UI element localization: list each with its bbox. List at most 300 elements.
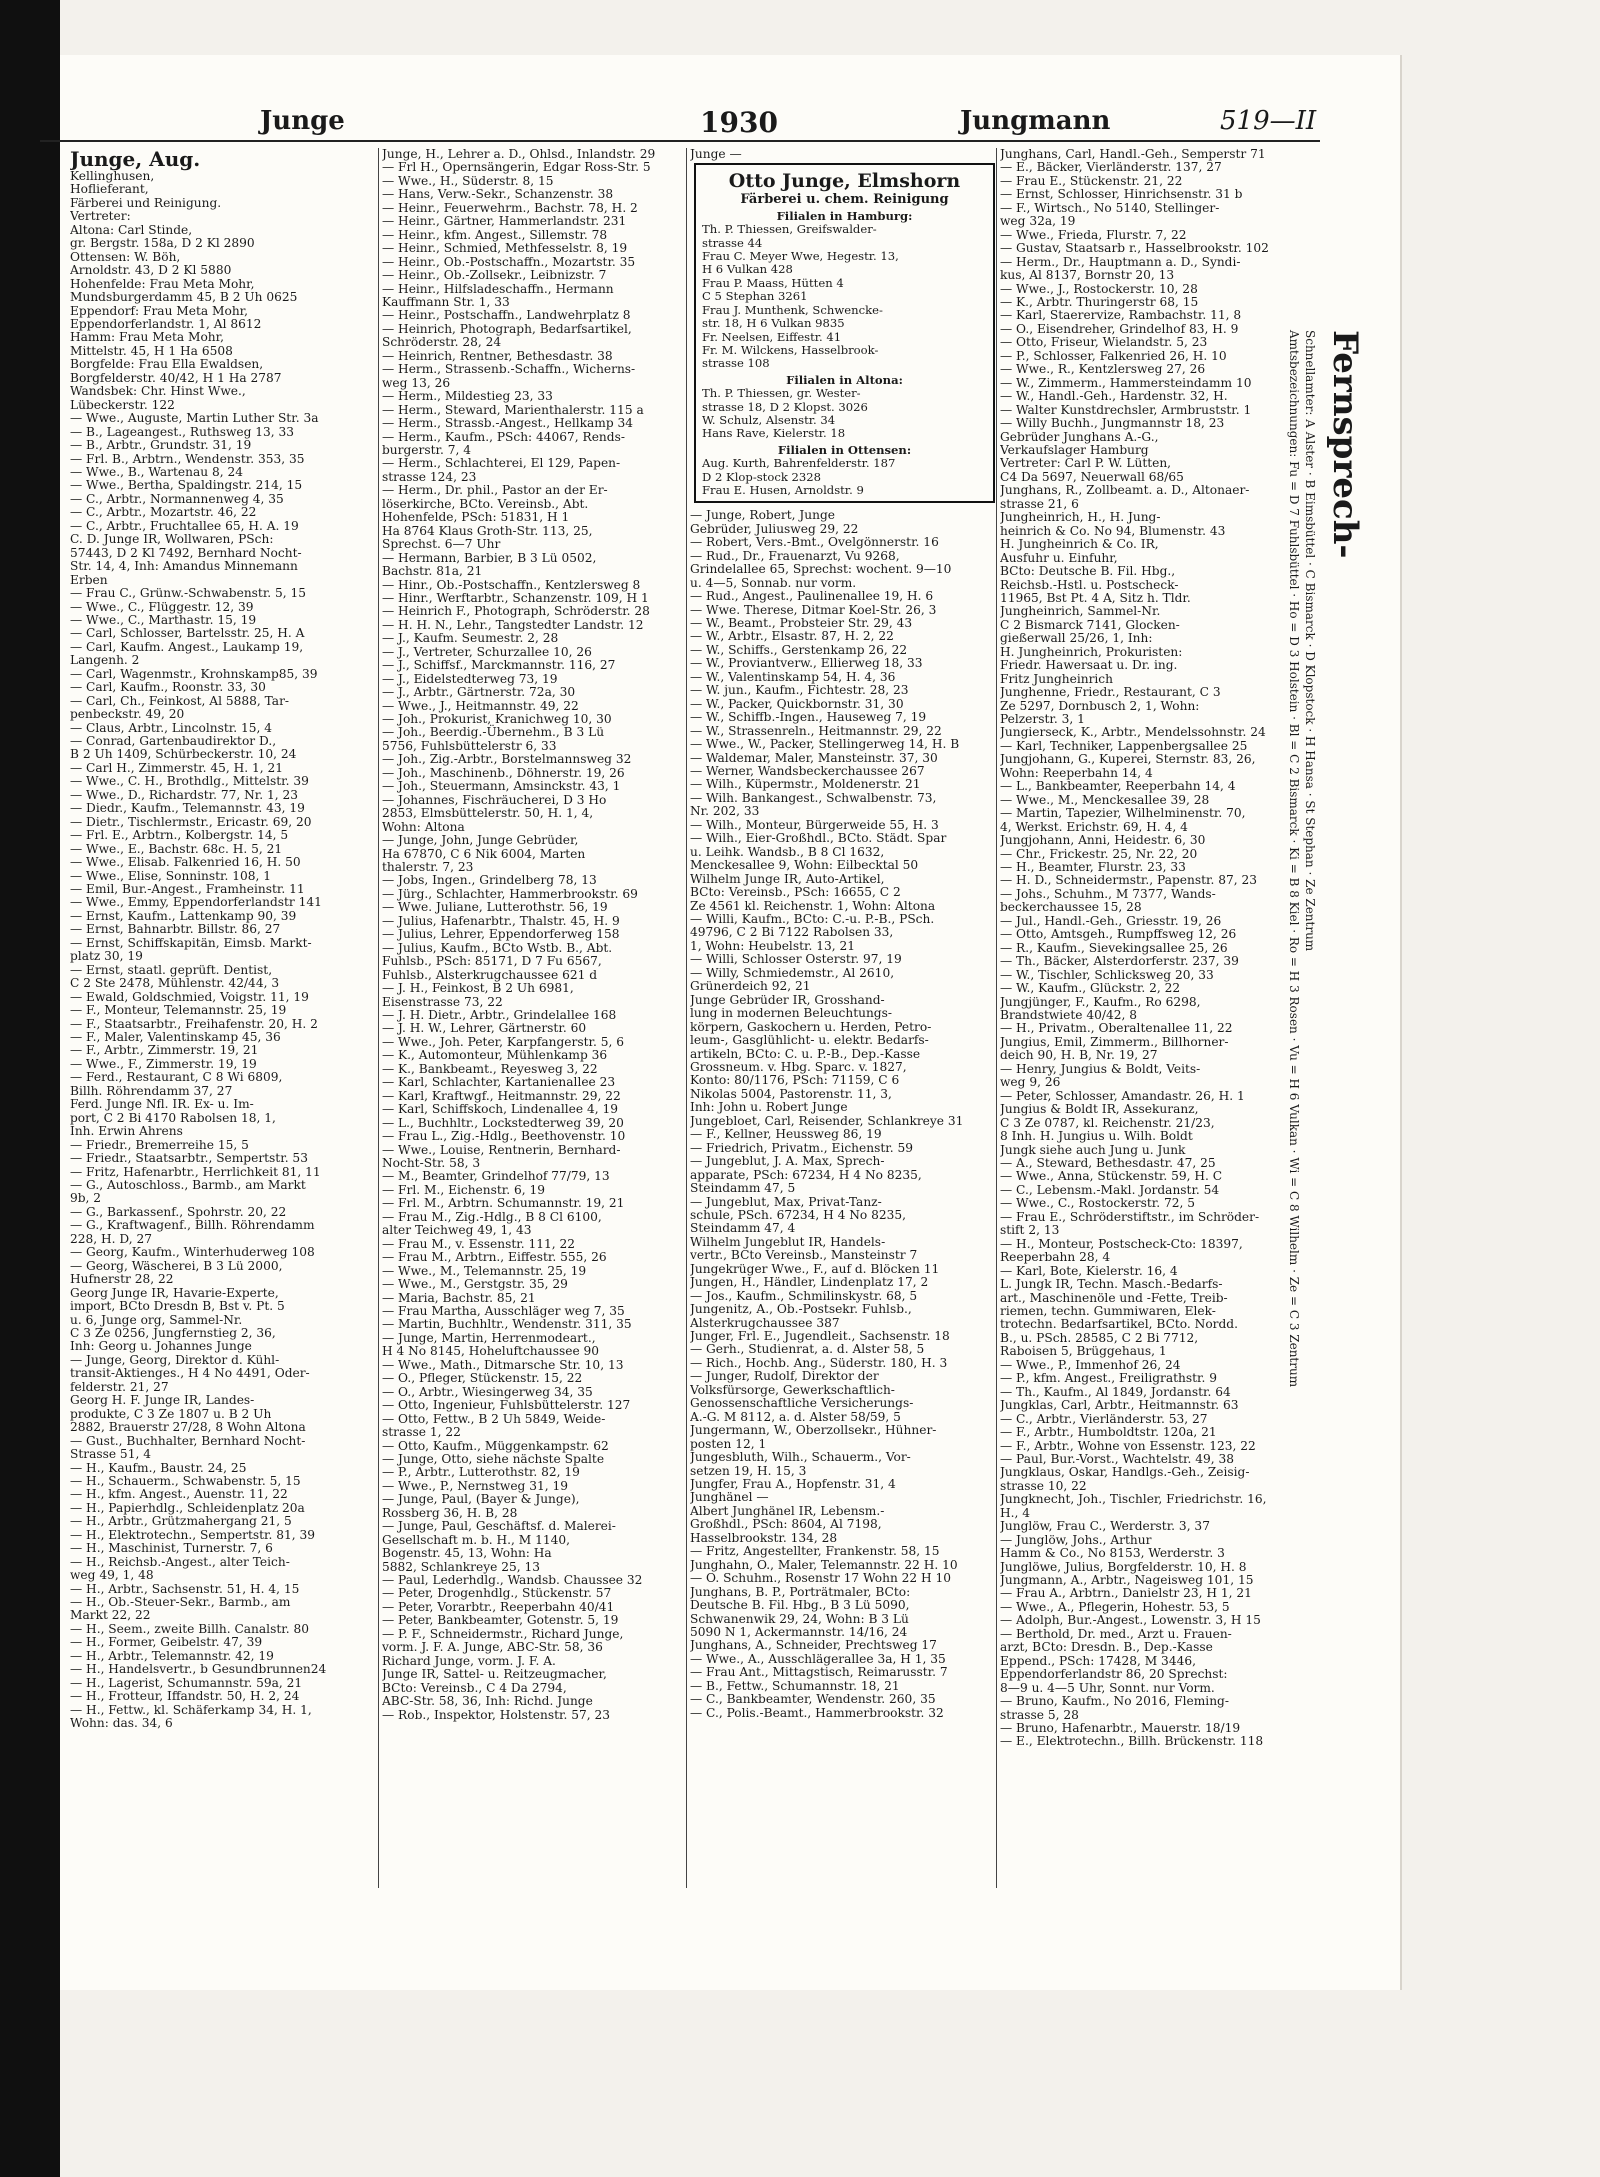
directory-entry-line: — Henry, Jungius & Boldt, Veits- — [1000, 1061, 1201, 1076]
directory-entry-line: transit-Aktienges., H 4 No 4491, Oder- — [70, 1366, 310, 1381]
directory-entry-line: — H., Frotteur, Iffandstr. 50, H. 2, 24 — [70, 1689, 300, 1704]
directory-entry-line: — Wwe., P., Nernstweg 31, 19 — [382, 1478, 568, 1493]
directory-entry-line: — Wwe., Frieda, Flurstr. 7, 22 — [1000, 227, 1187, 242]
directory-entry-line: Th. P. Thiessen, Greifswalder- — [702, 222, 877, 237]
directory-entry-line: — Junge, Martin, Herrenmodeart., — [382, 1330, 596, 1345]
directory-entry-line: — Wwe., M., Gerstgstr. 35, 29 — [382, 1277, 568, 1292]
directory-entry-line: penbeckstr. 49, 20 — [70, 707, 185, 722]
directory-entry-line: — W., Valentinskamp 54, H. 4, 36 — [690, 669, 896, 684]
directory-entry-line: Str. 14, 4, Inh: Amandus Minnemann — [70, 559, 298, 574]
directory-entry-line: — Hinr., Ob.-Postschaffn., Kentzlersweg 8 — [382, 577, 641, 592]
directory-entry-line: — H., Kaufm., Baustr. 24, 25 — [70, 1460, 247, 1475]
directory-entry-line: 4, Werkst. Erichstr. 69, H. 4, 4 — [1000, 819, 1188, 834]
directory-entry-line: — O., Eisendreher, Grindelhof 83, H. 9 — [1000, 321, 1239, 336]
directory-entry-line: strasse 1, 22 — [382, 1425, 461, 1440]
directory-entry-line: — Bruno, Hafenarbtr., Mauerstr. 18/19 — [1000, 1721, 1241, 1736]
directory-entry-line: Jungklas, Carl, Arbtr., Heitmannstr. 63 — [1000, 1398, 1239, 1413]
directory-entry-line: u. 4—5, Sonnab. nur vorm. — [690, 575, 857, 590]
directory-entry-line: — C., Arbtr., Mozartstr. 46, 22 — [70, 505, 257, 520]
directory-entry-line: alter Teichweg 49, 1, 43 — [382, 1223, 532, 1238]
directory-entry-line: Junghans, Carl, Handl.-Geh., Semperstr 71 — [1000, 148, 1266, 161]
directory-entry-line: — Wwe., H., Süderstr. 8, 15 — [382, 173, 554, 188]
directory-entry-line: Kauffmann Str. 1, 33 — [382, 294, 510, 309]
directory-entry-line: — Heinr., Schmied, Methfesselstr. 8, 19 — [382, 241, 628, 256]
directory-entry-line: — Jungeblut, Max, Privat-Tanz- — [690, 1194, 882, 1209]
ad-title: Otto Junge, Elmshorn — [728, 170, 961, 193]
directory-entry-line: — H., Elektrotechn., Sempertstr. 81, 39 — [70, 1527, 316, 1542]
directory-entry-line: — Walter Kunstdrechsler, Armbruststr. 1 — [1000, 402, 1252, 417]
directory-entry-line: — Wwe., M., Telemannstr. 25, 19 — [382, 1263, 587, 1278]
directory-entry-line: C4 Da 5697, Neuerwall 68/65 — [1000, 469, 1184, 484]
directory-entry-line: — W., Packer, Quickbornstr. 31, 30 — [690, 696, 904, 711]
directory-entry-line: Jungebloet, Carl, Reisender, Schlankreye 31 — [690, 1113, 964, 1128]
directory-entry-line: Deutsche B. Fil. Hbg., B 3 Lü 5090, — [690, 1598, 910, 1613]
directory-entry-line: — Frau M., Arbtrn., Eiffestr. 555, 26 — [382, 1250, 607, 1265]
directory-entry-line: — E., Bäcker, Vierländerstr. 137, 27 — [1000, 160, 1222, 175]
directory-entry-line: Jungermann, W., Oberzollsekr., Hühner- — [690, 1423, 937, 1438]
directory-entry-line: Nikolas 5004, Pastorenstr. 11, 3, — [690, 1086, 892, 1101]
directory-entry-line: — Johannes, Fischräucherei, D 3 Ho — [382, 792, 607, 807]
directory-entry-line: Hufnerstr 28, 22 — [70, 1272, 174, 1287]
directory-entry-line: — Jobs, Ingen., Grindelberg 78, 13 — [382, 873, 597, 888]
directory-entry-line: Junglöw, Frau C., Werderstr. 3, 37 — [1000, 1519, 1210, 1534]
directory-entry-line: — Peter, Drogenhdlg., Stückenstr. 57 — [382, 1586, 612, 1601]
directory-entry-line: H 6 Vulkan 428 — [702, 262, 793, 277]
directory-entry-line: — Frau Ant., Mittagstisch, Reimarusstr. 7 — [690, 1665, 948, 1680]
directory-entry-line: — Bruno, Kaufm., No 2016, Fleming- — [1000, 1694, 1229, 1709]
directory-entry-line: — B., Fettw., Schumannstr. 18, 21 — [690, 1678, 900, 1693]
directory-entry-line: — Heinr., Gärtner, Hammerlandstr. 231 — [382, 214, 627, 229]
directory-entry-line: — Heinr., Feuerwehrm., Bachstr. 78, H. 2 — [382, 200, 638, 215]
directory-entry-line: — Ernst, Schiffskapitän, Eimsb. Markt- — [70, 935, 312, 950]
column-2 — [382, 148, 684, 1888]
directory-entry-line: Jungklaus, Oskar, Handlgs.-Geh., Zeisig- — [1000, 1465, 1250, 1480]
directory-entry-line: Hasselbrookstr. 134, 28 — [690, 1530, 838, 1545]
directory-entry-line: 11965, Bst Pt. 4 A, Sitz h. Tldr. — [1000, 590, 1191, 605]
directory-entry-line: 8—9 u. 4—5 Uhr, Sonnt. nur Vorm. — [1000, 1680, 1215, 1695]
directory-entry-line: — H., Former, Geibelstr. 47, 39 — [70, 1635, 263, 1650]
directory-entry-line: Hoflieferant, — [70, 182, 149, 197]
directory-entry-line: — C., Bankbeamter, Wendenstr. 260, 35 — [690, 1692, 936, 1707]
directory-entry-line: — Heinr., Postschaffn., Landwehrplatz 8 — [382, 308, 631, 323]
directory-entry-line: — Carl, Kaufm. Angest., Laukamp 19, — [70, 639, 304, 654]
directory-entry-line: — W., Arbtr., Elsastr. 87, H. 2, 22 — [690, 629, 894, 644]
directory-entry-line: Friedr. Hawersaat u. Dr. ing. — [1000, 658, 1178, 673]
directory-entry-line: Reichsb.-Hstl. u. Postscheck- — [1000, 577, 1179, 592]
directory-entry-line: — Jürg., Schlachter, Hammerbrookstr. 69 — [382, 886, 638, 901]
directory-entry-line: Hamm & Co., No 8153, Werderstr. 3 — [1000, 1546, 1225, 1561]
directory-entry-line: Junghans, B. P., Porträtmaler, BCto: — [690, 1584, 911, 1599]
directory-entry-line: — M., Beamter, Grindelhof 77/79, 13 — [382, 1169, 610, 1184]
directory-entry-line: u. 6, Junge org, Sammel-Nr. — [70, 1312, 243, 1327]
directory-entry-line: vorm. J. F. A. Junge, ABC-Str. 58, 36 — [382, 1640, 603, 1655]
directory-entry-line: strasse 18, D 2 Klopst. 3026 — [702, 399, 868, 414]
directory-entry-line: — A., Steward, Bethesdastr. 47, 25 — [1000, 1155, 1216, 1170]
directory-entry-line: — C., Arbtr., Normannenweg 4, 35 — [70, 491, 284, 506]
directory-entry-line: — Otto, Fettw., B 2 Uh 5849, Weide- — [382, 1411, 606, 1426]
directory-entry-line: — Wwe., R., Kentzlersweg 27, 26 — [1000, 362, 1206, 377]
directory-entry-line: Langenh. 2 — [70, 653, 140, 668]
directory-entry-line: Junghahn, O., Maler, Telemannstr. 22 H. 10 — [690, 1557, 958, 1572]
directory-entry-line: — Wwe., A., Ausschlägerallee 3a, H 1, 35 — [690, 1651, 946, 1666]
directory-entry-line: — H., Seem., zweite Billh. Canalstr. 80 — [70, 1621, 309, 1636]
directory-entry-line: — Friedrich, Privatm., Eichenstr. 59 — [690, 1140, 913, 1155]
directory-entry-line: — P. F., Schneidermstr., Richard Junge, — [382, 1626, 624, 1641]
directory-entry-line: port, C 2 Bi 4170 Rabolsen 18, 1, — [70, 1110, 276, 1125]
directory-entry-line: Th. P. Thiessen, gr. Wester- — [702, 386, 861, 401]
column-divider — [996, 148, 997, 1888]
directory-entry-line: H. Jungheinrich, Prokuristen: — [1000, 644, 1183, 659]
column-3 — [690, 148, 995, 1888]
directory-entry-line: — Heinr., Ob.-Zollsekr., Leibnizstr. 7 — [382, 268, 607, 283]
directory-entry-line: Junghans, R., Zollbeamt. a. D., Altonaer- — [1000, 483, 1250, 498]
directory-entry-line: — Wwe., Elisab. Falkenried 16, H. 50 — [70, 855, 301, 870]
column-divider — [686, 148, 687, 1888]
directory-entry-line: — F., Staatsarbtr., Freihafenstr. 20, H. 2 — [70, 1016, 318, 1031]
directory-entry-line: — Karl, Schiffskoch, Lindenallee 4, 19 — [382, 1102, 618, 1117]
header-first-entry: Junge — [260, 106, 345, 136]
directory-entry-line: kus, Al 8137, Bornstr 20, 13 — [1000, 268, 1175, 283]
column-1 — [70, 148, 375, 1888]
directory-entry-line: Verkaufslager Hamburg — [1000, 442, 1149, 457]
directory-entry-line: — Wwe., J., Heitmannstr. 49, 22 — [382, 698, 579, 713]
directory-entry-line: — B., Lageangest., Ruthsweg 13, 33 — [70, 424, 295, 439]
directory-entry-line: — Wilh., Küpermstr., Moldenerstr. 21 — [690, 777, 921, 792]
directory-entry-line: L. Jungk IR, Techn. Masch.-Bedarfs- — [1000, 1277, 1223, 1292]
directory-entry-line: — Georg, Kaufm., Winterhuderweg 108 — [70, 1245, 315, 1260]
directory-entry-line: burgerstr. 7, 4 — [382, 442, 471, 457]
directory-entry-line: Wandsbek: Chr. Hinst Wwe., — [70, 384, 246, 399]
directory-entry-line: Gesellschaft m. b. H., M 1140, — [382, 1532, 571, 1547]
directory-entry-line: u. Leihk. Wandsb., B 8 Cl 1632, — [690, 844, 885, 859]
directory-entry-line: H 4 No 8145, Hoheluftchaussee 90 — [382, 1344, 600, 1359]
directory-entry-line: Gebrüder, Juliusweg 29, 22 — [690, 521, 859, 536]
directory-entry-line: — Wwe., D., Richardstr. 77, Nr. 1, 23 — [70, 787, 299, 802]
directory-entry-line: — Rob., Inspektor, Holstenstr. 57, 23 — [382, 1707, 611, 1722]
directory-entry-line: — Chr., Frickestr. 25, Nr. 22, 20 — [1000, 846, 1198, 861]
directory-entry-line: Aug. Kurth, Bahrenfelderstr. 187 — [702, 456, 896, 471]
directory-entry-line: — Wwe., A., Pflegerin, Hohestr. 53, 5 — [1000, 1599, 1230, 1614]
directory-entry-line: 1, Wohn: Heubelstr. 13, 21 — [690, 938, 855, 953]
directory-entry-line: weg 49, 1, 48 — [70, 1568, 154, 1583]
directory-entry-line: — J., Kaufm. Seumestr. 2, 28 — [382, 631, 559, 646]
directory-entry-line: Jungekrüger Wwe., F., auf d. Blöcken 11 — [690, 1261, 940, 1276]
directory-entry-line: — Wilh., Eier-Großhdl., BCto. Städt. Spar — [690, 831, 947, 846]
directory-entry-line: — Gerh., Studienrat, a. d. Alster 58, 5 — [690, 1342, 925, 1357]
directory-entry-line: — Junglöw, Johs., Arthur — [1000, 1532, 1152, 1547]
directory-entry-line: — Ernst, Schlosser, Hinrichsenstr. 31 b — [1000, 187, 1243, 202]
directory-entry-line: Georg H. F. Junge IR, Landes- — [70, 1393, 255, 1408]
directory-entry-line: Schwanenwik 29, 24, Wohn: B 3 Lü — [690, 1611, 909, 1626]
directory-entry-line: — Friedr., Bremerreihe 15, 5 — [70, 1137, 249, 1152]
directory-entry-line: — J. H., Feinkost, B 2 Uh 6981, — [382, 981, 574, 996]
directory-entry-line: — Wwe., F., Zimmerstr. 19, 19 — [70, 1056, 257, 1071]
directory-entry-line: Ze 4561 kl. Reichenstr. 1, Wohn: Altona — [690, 898, 936, 913]
header-year: 1930 — [700, 106, 778, 139]
directory-entry-line: — Martin, Buchhltr., Wendenstr. 311, 35 — [382, 1317, 632, 1332]
directory-entry-line: — W., Strassenreln., Heitmannstr. 29, 22 — [690, 723, 942, 738]
directory-entry-line: Hohenfelde: Frau Meta Mohr, — [70, 276, 255, 291]
ad-section-altona: Filialen in Altona: — [786, 372, 903, 387]
directory-entry-line: — Junge, Robert, Junge — [690, 508, 836, 523]
directory-entry-line: heinrich & Co. No 94, Blumenstr. 43 — [1000, 523, 1226, 538]
directory-entry-line: — Hans, Verw.-Sekr., Schanzenstr. 38 — [382, 187, 614, 202]
ad-ottensen-list — [702, 457, 987, 497]
directory-entry-line: — Herm., Steward, Marienthalerstr. 115 a — [382, 402, 644, 417]
ad-hamburg-list — [702, 223, 987, 370]
ad-section-ottensen: Filialen in Ottensen: — [777, 442, 912, 457]
directory-entry-line: C 3 Ze 0256, Jungfernstieg 2, 36, — [70, 1325, 276, 1340]
directory-entry-line: — Junge, John, Junge Gebrüder, — [382, 833, 579, 848]
directory-entry-line: — H., kfm. Angest., Auenstr. 11, 22 — [70, 1487, 288, 1502]
directory-entry-line: strasse 21, 6 — [1000, 496, 1079, 511]
directory-entry-line: — Willy, Schmiedemstr., Al 2610, — [690, 965, 895, 980]
directory-entry-line: strasse 44 — [702, 235, 763, 250]
directory-entry-line: — Otto, Ingenieur, Fuhlsbüttelerstr. 127 — [382, 1398, 631, 1413]
directory-entry-line: C 5 Stephan 3261 — [702, 289, 808, 304]
directory-entry-line: — Gustav, Staatsarb r., Hasselbrookstr. 102 — [1000, 241, 1269, 256]
directory-entry-line: C 2 Bismarck 7141, Glocken- — [1000, 617, 1180, 632]
directory-entry-line: weg 32a, 19 — [1000, 214, 1076, 229]
directory-entry-line: — W., Schiffs., Gerstenkamp 26, 22 — [690, 642, 908, 657]
directory-entry-line: — Martin, Tapezier, Wilhelminenstr. 70, — [1000, 806, 1246, 821]
directory-entry-line: — L., Buchhltr., Lockstedterweg 39, 20 — [382, 1115, 624, 1130]
directory-entry-line: Ottensen: W. Böh, — [70, 249, 181, 264]
directory-entry-line: C. D. Junge IR, Wollwaren, PSch: — [70, 532, 274, 547]
directory-entry-line: — Joh., Prokurist, Kranichweg 10, 30 — [382, 712, 612, 727]
directory-entry-line: — Wilh., Monteur, Bürgerweide 55, H. 3 — [690, 817, 939, 832]
directory-entry-line: A.-G. M 8112, a. d. Alster 58/59, 5 — [690, 1409, 901, 1424]
directory-entry-line: Junglöwe, Julius, Borgfelderstr. 10, H. 8 — [1000, 1559, 1247, 1574]
directory-entry-line: vertr., BCto Vereinsb., Mansteinstr 7 — [690, 1248, 918, 1263]
directory-entry-line: — P., Arbtr., Lutterothstr. 82, 19 — [382, 1465, 580, 1480]
directory-entry-line: Grünerdeich 92, 21 — [690, 979, 811, 994]
directory-entry-line: Gebrüder Junghans A.-G., — [1000, 429, 1159, 444]
directory-entry-line: Albert Junghänel IR, Lebensm.- — [690, 1503, 885, 1518]
directory-entry-line: Hohenfelde, PSch: 51831, H 1 — [382, 510, 570, 525]
directory-entry-line: — Georg, Wäscherei, B 3 Lü 2000, — [70, 1258, 283, 1273]
column-divider — [378, 148, 379, 1888]
directory-entry-line: — Robert, Vers.-Bmt., Ovelgönnerstr. 16 — [690, 535, 939, 550]
directory-entry-line: — G., Kraftwagenf., Billh. Röhrendamm — [70, 1218, 315, 1233]
directory-entry-line: — Wwe., Emmy, Eppendorferlandstr 141 — [70, 895, 322, 910]
directory-entry-line: Ha 8764 Klaus Groth-Str. 113, 25, — [382, 523, 593, 538]
directory-entry-line: — Jul., Handl.-Geh., Griesstr. 19, 26 — [1000, 913, 1222, 928]
directory-entry-line: — W., Kaufm., Glückstr. 2, 22 — [1000, 981, 1181, 996]
directory-entry-line: Frau P. Maass, Hütten 4 — [702, 275, 844, 290]
directory-entry-line: — Ernst, staatl. geprüft. Dentist, — [70, 962, 273, 977]
directory-entry-line: Großhdl., PSch: 8604, Al 7198, — [690, 1517, 882, 1532]
directory-entry-line: — Wwe., C., Rostockerstr. 72, 5 — [1000, 1196, 1196, 1211]
directory-entry-line: — Fritz, Angestellter, Frankenstr. 58, 15 — [690, 1544, 940, 1559]
directory-entry-line: Junge Gebrüder IR, Grosshand- — [690, 992, 885, 1007]
directory-entry-line: — Conrad, Gartenbaudirektor D., — [70, 734, 277, 749]
directory-entry-line: Wohn: das. 34, 6 — [70, 1716, 173, 1731]
directory-entry-line: Mundsburgerdamm 45, B 2 Uh 0625 — [70, 290, 298, 305]
directory-entry-line: Frau J. Munthenk, Schwencke- — [702, 302, 883, 317]
directory-entry-line: — J. H. Dietr., Arbtr., Grindelallee 168 — [382, 1008, 617, 1022]
directory-entry-line: — W., Proviantverw., Ellierweg 18, 33 — [690, 656, 923, 671]
directory-entry-line: Inh: Georg u. Johannes Junge — [70, 1339, 252, 1354]
directory-entry-line: Ausfuhr u. Einfuhr, — [1000, 550, 1118, 565]
directory-entry-line: — J., Schiffsf., Marckmannstr. 116, 27 — [382, 658, 616, 673]
directory-entry-line: — Dietr., Tischlermstr., Ericastr. 69, 20 — [70, 814, 312, 829]
directory-entry-line: — H., Arbtr., Sachsenstr. 51, H. 4, 15 — [70, 1581, 300, 1596]
directory-entry-line: Jungierseck, K., Arbtr., Mendelssohnstr. 24 — [1000, 725, 1266, 740]
directory-entry-line: H., 4 — [1000, 1505, 1031, 1520]
directory-entry-line: — H., Monteur, Postscheck-Cto: 18397, — [1000, 1236, 1243, 1251]
directory-entry-line: — Paul, Bur.-Vorst., Wachtelstr. 49, 38 — [1000, 1451, 1235, 1466]
directory-entry-line: Lübeckerstr. 122 — [70, 397, 175, 412]
directory-entry-line: B 2 Uh 1409, Schürbeckerstr. 10, 24 — [70, 747, 297, 762]
directory-entry-line: — B., Arbtr., Grundstr. 31, 19 — [70, 438, 252, 453]
directory-entry-line: — H., Arbtr., Grützmahergang 21, 5 — [70, 1514, 292, 1529]
directory-entry-line: — G., Autoschloss., Barmb., am Markt — [70, 1177, 306, 1192]
directory-entry-line: — W., Tischler, Schlicksweg 20, 33 — [1000, 967, 1214, 982]
directory-entry-line: strasse 108 — [702, 356, 770, 371]
directory-entry-line: — Willi, Kaufm., BCto: C.-u. P.-B., PSch. — [690, 911, 935, 926]
directory-entry-line: Brandstwiete 40/42, 8 — [1000, 1008, 1138, 1022]
directory-entry-line: Junge IR, Sattel- u. Reitzeugmacher, — [382, 1667, 607, 1682]
directory-entry-line: — C., Polis.-Beamt., Hammerbrookstr. 32 — [690, 1705, 944, 1720]
directory-entry-line: Jungk siehe auch Jung u. Junk — [1000, 1142, 1186, 1157]
directory-entry-line: — Ernst, Kaufm., Lattenkamp 90, 39 — [70, 908, 297, 923]
column-3-entries — [690, 509, 995, 1720]
directory-entry-line: — Junge, Georg, Direktor d. Kühl- — [70, 1352, 280, 1367]
directory-entry-line: — Rud., Dr., Frauenarzt, Vu 9268, — [690, 548, 900, 563]
directory-entry-line: Wilhelm Junge IR, Auto-Artikel, — [690, 871, 885, 886]
directory-entry-line: — Heinrich, Photograph, Bedarfsartikel, — [382, 321, 632, 336]
directory-entry-line: schule, PSch. 67234, H 4 No 8235, — [690, 1207, 907, 1222]
directory-entry-line: — Otto, Kaufm., Müggenkampstr. 62 — [382, 1438, 609, 1453]
column-4-entries — [1000, 148, 1285, 1749]
directory-entry-line: Fuhlsb., PSch: 85171, D 7 Fu 6567, — [382, 954, 602, 969]
directory-entry-line: — Frl. M., Eichenstr. 6, 19 — [382, 1182, 546, 1197]
directory-entry-line: — Wwe. Therese, Ditmar Koel-Str. 26, 3 — [690, 602, 937, 617]
directory-entry-line: — Julius, Hafenarbtr., Thalstr. 45, H. 9 — [382, 913, 620, 928]
directory-entry-line: Junghänel — — [690, 1490, 769, 1505]
directory-entry-line: löserkirche, BCto. Vereinsb., Abt. — [382, 496, 589, 511]
directory-entry-line: — K., Arbtr. Thuringerstr 68, 15 — [1000, 294, 1199, 309]
directory-entry-line: Mittelstr. 45, H 1 Ha 6508 — [70, 343, 233, 358]
directory-entry-line: — Herm., Kaufm., PSch: 44067, Rends- — [382, 429, 625, 444]
directory-entry-line: Nr. 202, 33 — [690, 804, 760, 819]
directory-entry-line: — L., Bankbeamter, Reeperbahn 14, 4 — [1000, 779, 1236, 794]
directory-entry-line: — Th., Kaufm., Al 1849, Jordanstr. 64 — [1000, 1384, 1231, 1399]
directory-entry-line: Hans Rave, Kielerstr. 18 — [702, 426, 846, 441]
directory-entry-line: — Ferd., Restaurant, C 8 Wi 6809, — [70, 1070, 283, 1085]
directory-entry-line: — Gust., Buchhalter, Bernhard Nocht- — [70, 1433, 306, 1448]
telephone-exchange-sidebar — [1287, 330, 1385, 1780]
directory-entry-line: — Wwe., Anna, Stückenstr. 59, H. C — [1000, 1169, 1223, 1184]
directory-entry-line: — Otto, Amtsgeh., Rumpffsweg 12, 26 — [1000, 927, 1237, 942]
directory-entry-line: Jungmann, A., Arbtr., Nageisweg 101, 15 — [1000, 1573, 1254, 1588]
directory-entry-line: — Waldemar, Maler, Mansteinstr. 37, 30 — [690, 750, 938, 765]
directory-entry-line: — Emil, Bur.-Angest., Framheinstr. 11 — [70, 882, 305, 897]
directory-entry-line: — Wwe., C., Flüggestr. 12, 39 — [70, 599, 254, 614]
column-2-entries — [382, 148, 684, 1722]
directory-entry-line: — Julius, Kaufm., BCto Wstb. B., Abt. — [382, 940, 613, 955]
directory-entry-line: Sprechst. 6—7 Uhr — [382, 537, 501, 552]
directory-entry-line: — F., Arbtr., Wohne von Essenstr. 123, 22 — [1000, 1438, 1256, 1453]
directory-entry-line: Menckesallee 9, Wohn: Eilbecktal 50 — [690, 858, 919, 873]
directory-entry-line: — Willi, Schlosser Osterstr. 97, 19 — [690, 952, 902, 967]
entry-heading: Junge, Aug. — [70, 148, 201, 171]
directory-entry-line: Inh. Erwin Ahrens — [70, 1124, 183, 1139]
directory-entry-line: Schröderstr. 28, 24 — [382, 335, 502, 350]
directory-entry-line: Altona: Carl Stinde, — [70, 222, 193, 237]
directory-entry-line: — Frau L., Zig.-Hdlg., Beethovenstr. 10 — [382, 1129, 626, 1144]
directory-entry-line: artikeln, BCto: C. u. P.-B., Dep.-Kasse — [690, 1046, 921, 1061]
directory-entry-line: Junghans, A., Schneider, Prechtsweg 17 — [690, 1638, 937, 1653]
directory-entry-line: — W., Handl.-Geh., Hardenstr. 32, H. — [1000, 389, 1228, 404]
directory-entry-line: — Rud., Angest., Paulinenallee 19, H. 6 — [690, 589, 934, 604]
directory-entry-line: — H., Ob.-Steuer-Sekr., Barmb., am — [70, 1595, 291, 1610]
directory-entry-line: Konto: 80/1176, PSch: 71159, C 6 — [690, 1073, 900, 1088]
directory-entry-line: — P., Schlosser, Falkenried 26, H. 10 — [1000, 348, 1227, 363]
directory-entry-line: — Karl, Techniker, Lappenbergsallee 25 — [1000, 738, 1248, 753]
directory-entry-line: — Herm., Mildestieg 23, 33 — [382, 389, 553, 404]
directory-entry-line: — Willy Buchh., Jungmannstr 18, 23 — [1000, 416, 1225, 431]
directory-entry-line: — F., Arbtr., Humboldtstr. 120a, 21 — [1000, 1425, 1217, 1440]
directory-entry-line: — Wilh. Bankangest., Schwalbenstr. 73, — [690, 790, 937, 805]
directory-entry-line: Wohn: Reeperbahn 14, 4 — [1000, 765, 1153, 780]
directory-entry-line: weg 13, 26 — [382, 375, 451, 390]
advertisement-box — [694, 163, 995, 503]
directory-entry-line: Eppendorferlandstr 86, 20 Sprechst: — [1000, 1667, 1228, 1682]
directory-entry-line: — Carl, Schlosser, Bartelsstr. 25, H. A — [70, 626, 305, 641]
directory-entry-line: körpern, Gaskochern u. Herden, Petro- — [690, 1019, 932, 1034]
directory-entry-line: 9b, 2 — [70, 1191, 102, 1206]
directory-entry-line: — Karl, Schlachter, Kartanienallee 23 — [382, 1075, 616, 1090]
directory-entry-line: str. 18, H 6 Vulkan 9835 — [702, 316, 845, 331]
directory-entry-line: — E., Elektrotechn., Billh. Brückenstr. 118 — [1000, 1734, 1264, 1749]
directory-entry-line: — O. Schuhm., Rosenstr 17 Wohn 22 H 10 — [690, 1571, 952, 1586]
directory-entry-line: Georg Junge IR, Havarie-Experte, — [70, 1285, 279, 1300]
directory-entry-line: Volksfürsorge, Gewerkschaftlich- — [690, 1382, 895, 1397]
column-3-lead: Junge — — [690, 148, 742, 161]
directory-entry-line: Wohn: Altona — [382, 819, 465, 834]
directory-entry-line: — Heinr., Hilfsladeschaffn., Hermann — [382, 281, 614, 296]
directory-entry-line: — C., Lebensm.-Makl. Jordanstr. 54 — [1000, 1182, 1220, 1197]
directory-entry-line: — Joh., Maschinenb., Döhnerstr. 19, 26 — [382, 765, 625, 780]
directory-entry-line: 228, H. D, 27 — [70, 1231, 152, 1246]
directory-entry-line: Jungheinrich, H., H. Jung- — [1000, 510, 1161, 525]
directory-entry-line: Bachstr. 81a, 21 — [382, 564, 483, 579]
directory-entry-line: Ferd. Junge Nfl. IR. Ex- u. Im- — [70, 1097, 254, 1112]
directory-entry-line: D 2 Klop-stock 2328 — [702, 469, 822, 484]
directory-entry-line: Strasse 51, 4 — [70, 1447, 151, 1462]
column-1-entries — [70, 170, 375, 1731]
directory-entry-line: Billh. Röhrendamm 37, 27 — [70, 1083, 233, 1098]
directory-entry-line: — Frau Martha, Ausschläger weg 7, 35 — [382, 1303, 625, 1318]
directory-entry-line: Färberei und Reinigung. — [70, 195, 222, 210]
directory-entry-line: — Hinr., Werftarbtr., Schanzenstr. 109, H 1 — [382, 590, 649, 605]
directory-entry-line: — Wwe., W., Packer, Stellingerweg 14, H. B — [690, 737, 960, 752]
directory-entry-line: Raboisen 5, Brüggehaus, 1 — [1000, 1344, 1167, 1359]
directory-entry-line: Jungius & Boldt IR, Assekuranz, — [1000, 1102, 1199, 1117]
directory-entry-line: — G., Barkassenf., Spohrstr. 20, 22 — [70, 1204, 287, 1219]
directory-entry-line: — Herm., Schlachterei, El 129, Papen- — [382, 456, 621, 471]
directory-entry-line: — J., Eidelstedterweg 73, 19 — [382, 671, 558, 686]
directory-entry-line: — Wwe., E., Bachstr. 68c. H. 5, 21 — [70, 841, 283, 856]
directory-entry-line: Grossneum. v. Hbg. Sparc. v. 1827, — [690, 1059, 907, 1074]
directory-entry-line: — Frl H., Opernsängerin, Edgar Ross-Str. 5 — [382, 160, 651, 175]
directory-entry-line: — F., Maler, Valentinskamp 45, 36 — [70, 1030, 281, 1044]
directory-entry-line: — Wwe., Louise, Rentnerin, Bernhard- — [382, 1142, 621, 1157]
directory-entry-line: lung in modernen Beleuchtungs- — [690, 1006, 892, 1021]
directory-entry-line: produkte, C 3 Ze 1807 u. B 2 Uh — [70, 1406, 272, 1421]
